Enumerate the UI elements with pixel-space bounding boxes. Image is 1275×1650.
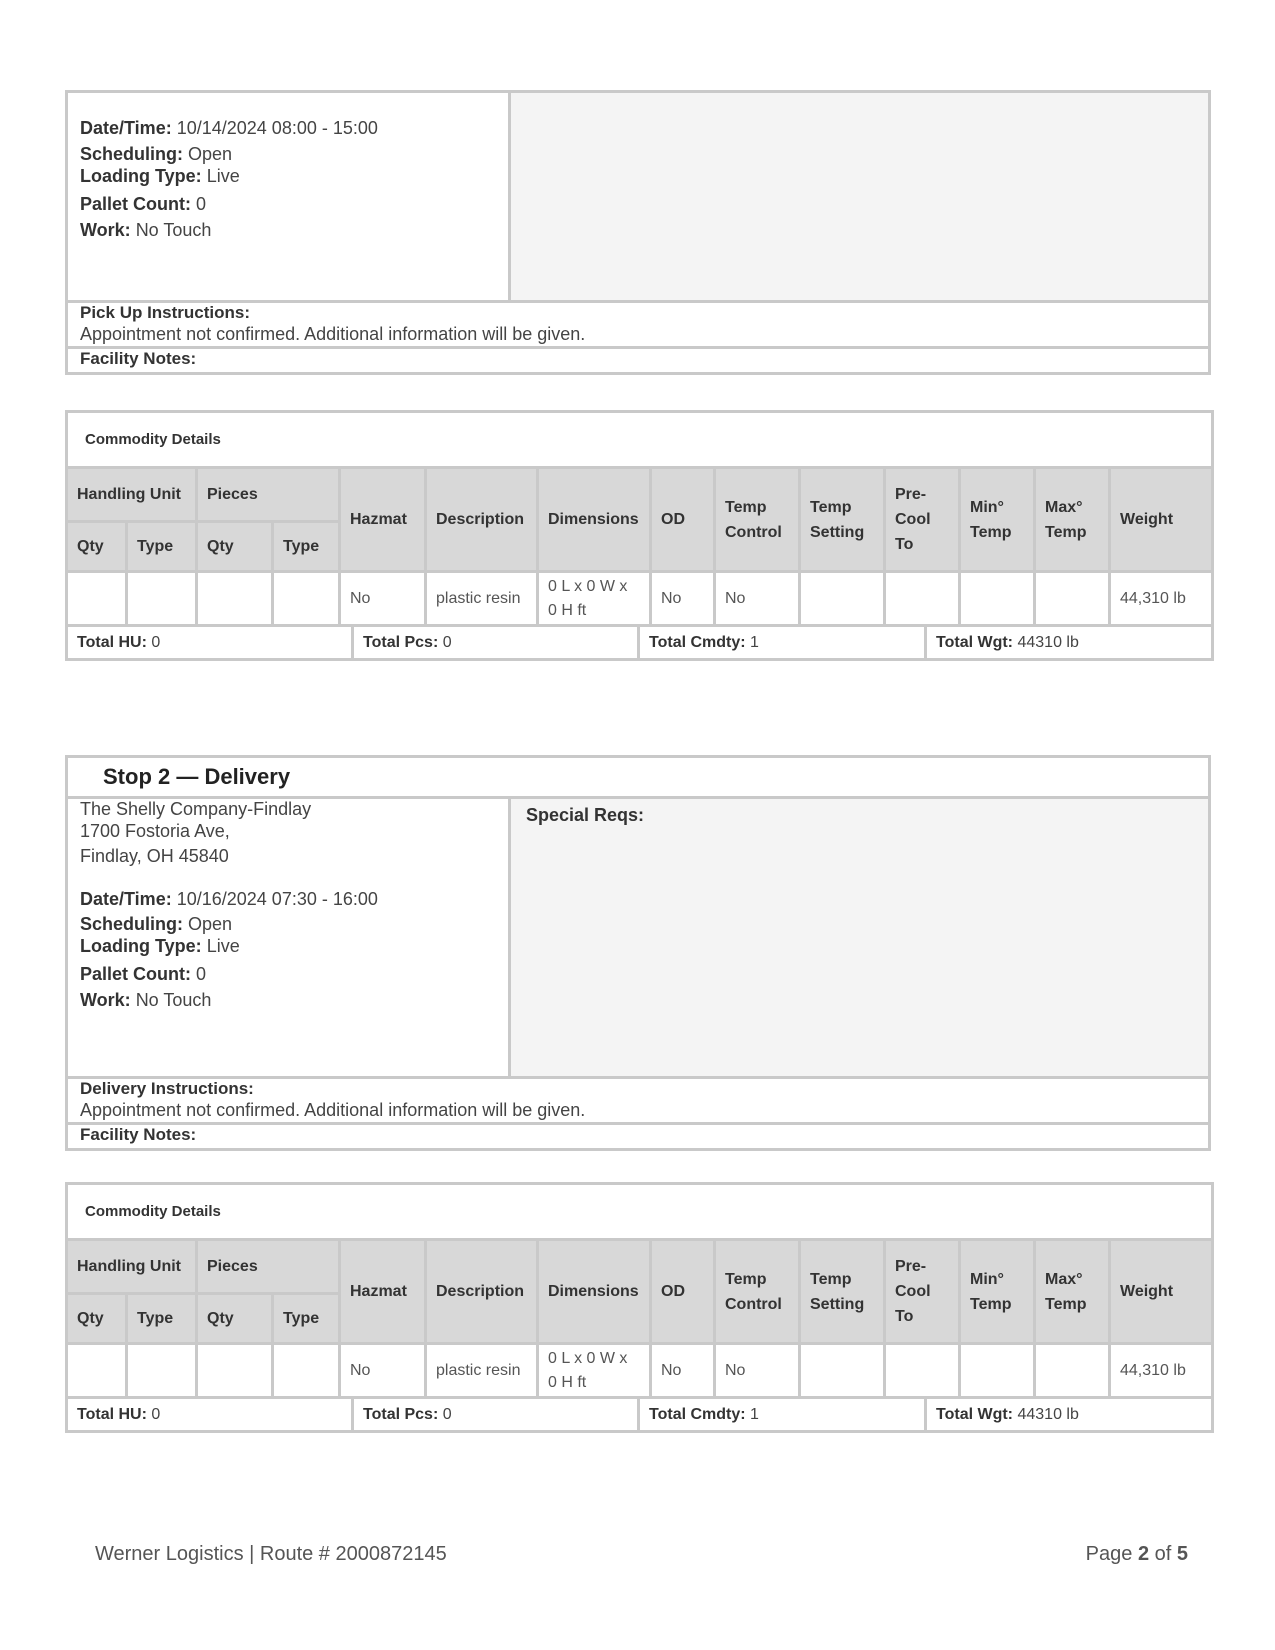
cell-temp-control: No [715,572,800,626]
total-cmdty: Total Cmdty: 1 [639,1398,926,1432]
commodity-title: Commodity Details [67,1184,1213,1240]
col-hu-type: Type [127,522,197,572]
delivery-address-1: 1700 Fostoria Ave, [80,821,230,841]
col-handling-unit: Handling Unit [67,1240,197,1294]
col-weight: Weight [1110,468,1213,572]
table-row [67,572,1213,626]
cell-description: plastic resin [426,1344,538,1398]
pickup-instructions-label: Pick Up Instructions: [80,303,251,322]
cell-od: No [651,572,715,626]
total-pcs: Total Pcs: 0 [353,626,639,660]
cell-description: plastic resin [426,572,538,626]
cell-temp-control: No [715,1344,800,1398]
col-temp-control: Temp Control [715,1240,800,1344]
pickup-datetime: Date/Time: 10/14/2024 08:00 - 15:00 [80,118,378,138]
col-dimensions: Dimensions [538,1240,651,1344]
delivery-right-panel [508,799,1208,1077]
col-max-temp: Max° Temp [1035,468,1110,572]
cell-dimensions: 0 L x 0 W x 0 H ft [538,572,651,626]
col-od: OD [651,1240,715,1344]
total-cmdty: Total Cmdty: 1 [639,626,926,660]
col-hu-type: Type [127,1294,197,1344]
col-hu-qty: Qty [67,522,127,572]
col-dimensions: Dimensions [538,468,651,572]
cell-weight: 44,310 lb [1110,572,1213,626]
col-pcs-type: Type [273,522,340,572]
footer-route: Werner Logistics | Route # 2000872145 [95,1543,447,1565]
col-pcs-type: Type [273,1294,340,1344]
pickup-commodity-totals [65,624,1214,661]
cell-weight: 44,310 lb [1110,1344,1213,1398]
col-pieces: Pieces [197,468,340,522]
col-pcs-qty: Qty [197,1294,273,1344]
col-weight: Weight [1110,1240,1213,1344]
col-pcs-qty: Qty [197,522,273,572]
delivery-pallet-count: Pallet Count: 0 [80,964,207,984]
pickup-right-panel [508,93,1208,303]
cell-dimensions: 0 L x 0 W x 0 H ft [538,1344,651,1398]
delivery-datetime: Date/Time: 10/16/2024 07:30 - 16:00 [80,889,378,909]
delivery-address-2: Findlay, OH 45840 [80,846,229,866]
delivery-divider-facility [68,1122,1208,1125]
col-min-temp: Min° Temp [960,468,1035,572]
delivery-loading-type: Loading Type: Live [80,936,240,956]
col-description: Description [426,468,538,572]
col-handling-unit: Handling Unit [67,468,197,522]
delivery-commodity-table [65,1182,1214,1399]
delivery-facility-notes-label: Facility Notes: [80,1125,197,1144]
pickup-loading-type: Loading Type: Live [80,166,240,186]
pickup-facility-notes-label: Facility Notes: [80,349,197,368]
delivery-work: Work: No Touch [80,990,212,1010]
pickup-scheduling: Scheduling: Open [80,144,233,164]
delivery-instructions-text: Appointment not confirmed. Additional information will be given. [80,1100,586,1120]
cell-od: No [651,1344,715,1398]
col-hazmat: Hazmat [340,1240,426,1344]
delivery-stop-panel [65,755,1211,1151]
pickup-work: Work: No Touch [80,220,212,240]
table-row [67,1344,1213,1398]
col-precool: Pre- Cool To [885,468,960,572]
cell-hazmat: No [340,1344,426,1398]
col-od: OD [651,468,715,572]
delivery-commodity-totals [65,1396,1214,1433]
col-temp-setting: Temp Setting [800,468,885,572]
delivery-special-reqs-label: Special Reqs: [526,805,645,825]
col-temp-control: Temp Control [715,468,800,572]
col-min-temp: Min° Temp [960,1240,1035,1344]
total-hu: Total HU: 0 [67,626,353,660]
total-wgt: Total Wgt: 44310 lb [926,1398,1213,1432]
col-hazmat: Hazmat [340,468,426,572]
col-pieces: Pieces [197,1240,340,1294]
pickup-stop-panel [65,90,1211,375]
delivery-instructions-label: Delivery Instructions: [80,1079,254,1098]
col-description: Description [426,1240,538,1344]
pickup-commodity-table [65,410,1214,627]
pickup-instructions-text: Appointment not confirmed. Additional information will be given. [80,324,586,344]
total-pcs: Total Pcs: 0 [353,1398,639,1432]
delivery-company: The Shelly Company-Findlay [80,799,312,819]
delivery-scheduling: Scheduling: Open [80,914,233,934]
total-hu: Total HU: 0 [67,1398,353,1432]
pickup-pallet-count: Pallet Count: 0 [80,194,207,214]
cell-hazmat: No [340,572,426,626]
footer-page-number: Page 2 of 5 [1085,1543,1188,1565]
col-precool: Pre- Cool To [885,1240,960,1344]
col-temp-setting: Temp Setting [800,1240,885,1344]
total-wgt: Total Wgt: 44310 lb [926,626,1213,660]
col-hu-qty: Qty [67,1294,127,1344]
col-max-temp: Max° Temp [1035,1240,1110,1344]
commodity-title: Commodity Details [67,412,1213,468]
pickup-divider-facility [68,346,1208,349]
stop-title: Stop 2 — Delivery [103,764,291,789]
